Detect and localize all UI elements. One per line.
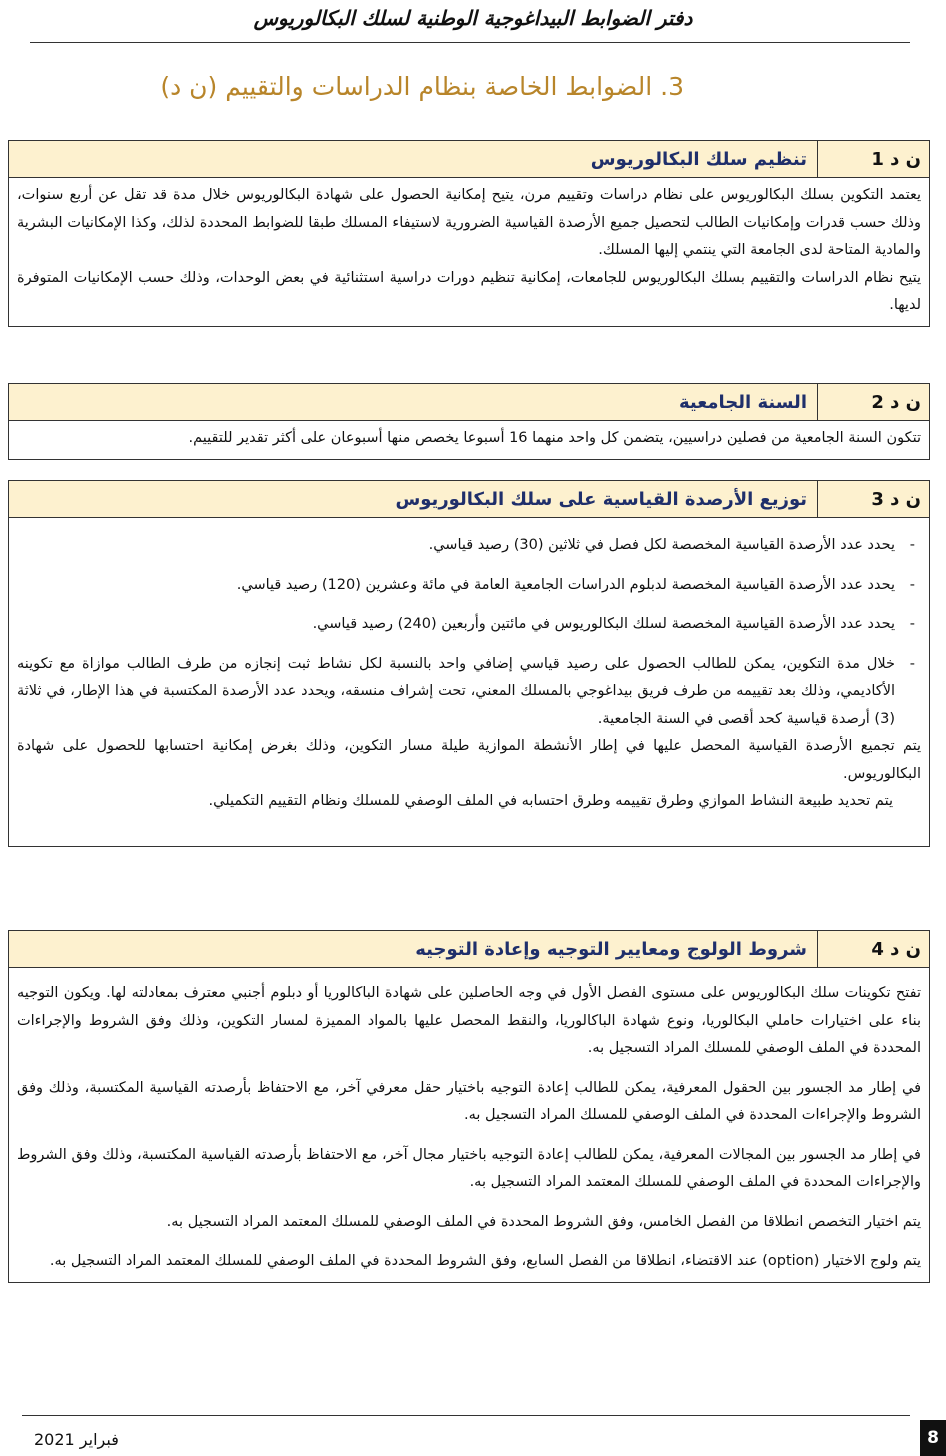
rule-title: السنة الجامعية [678,391,807,413]
rule-box-header [9,931,929,968]
list-item: - يحدد عدد الأرصدة القياسية المخصصة لسلك البكالوريوس في مائتين وأربعين (240) رصيد قياسي. [17,611,921,639]
header-divider [30,42,910,43]
rule-box-nd2 [8,383,930,460]
paragraph: يتيح نظام الدراسات والتقييم بسلك البكالوريوس للجامعات، إمكانية تنظيم دورات دراسية استثنائية في بعض الوحدات، وذلك حسب الإمكانيات المتوفرة لديها. [17,269,921,313]
list-item: - يحدد عدد الأرصدة القياسية المخصصة لكل فصل في ثلاثين (30) رصيد قياسي. [17,532,921,560]
rule-box-header [9,481,929,518]
paragraph: يعتمد التكوين بسلك البكالوريوس على نظام دراسات وتقييم مرن، يتيح إمكانية الحصول على شهادة البكالوريوس خلال مدة قد تقل عن أربع سنوات، وذلك حسب قدرات وإمكانيات الطالب لتحصيل جميع الأرصدة القياسية الضرورية لاستيفاء المسلك طبقا للضوابط المحددة لذلك، وكذا الإمكانيات البشرية والمادية المتاحة لدى الجامعة التي ينتمي إليها المسلك. [17,187,921,258]
list-item: - خلال مدة التكوين، يمكن للطالب الحصول على رصيد قياسي إضافي واحد بالنسبة لكل نشاط ثبت إنجازه من طرف الطالب موازاة مع تكوينه الأكاديمي، وذلك بعد تقييمه من طرف فريق بيداغوجي بالمسلك المعني، تحت إشراف منسقه، ويحدد عدد الأرصدة المكتسبة في هذا الإطار، في ثلاثة (3) أرصدة قياسية كحد أقصى في السنة الجامعية. [17,651,921,734]
rule-code: ن د 2 [817,384,929,420]
rule-body [9,178,929,326]
rule-body [9,421,929,459]
paragraph: تفتح تكوينات سلك البكالوريوس على مستوى الفصل الأول في وجه الحاصلين على شهادة الباكالوريا أو دبلوم أجنبي معترف بمعادلته لها. ويكون التوجيه بناء على اختيارات حاملي البكالوريا، ونوع شهادة الباكالوريا، والنقط المحصل عليها بالمواد المميزة لمسار التكوين، وذلك وفق الشروط والإجراءات المحددة في الملف الوصفي للمسلك المراد التسجيل به. [17,985,921,1056]
rule-box-header [9,384,929,421]
footer-date: فبراير 2021 [34,1430,119,1449]
paragraph: يتم ولوج الاختيار (option) عند الاقتضاء، انطلاقا من الفصل السابع، وفق الشروط المحددة في الملف الوصفي للمسلك المعتمد المراد التسجيل به. [49,1253,921,1269]
paragraph: يتم تحديد طبيعة النشاط الموازي وطرق تقييمه وطرق احتسابه في الملف الوصفي للمسلك ونظام التقييم التكميلي. [208,793,893,809]
rule-title: شروط الولوج ومعايير التوجيه وإعادة التوجيه [415,938,807,960]
paragraph: يتم تجميع الأرصدة القياسية المحصل عليها في إطار الأنشطة الموازية طيلة مسار التكوين، وذلك بغرض إمكانية احتسابها للحصول على شهادة البكالوريوس. [17,738,921,782]
bullet-list [17,532,921,733]
rule-box-nd3 [8,480,930,847]
paragraph: يتم اختيار التخصص انطلاقا من الفصل الخامس، وفق الشروط المحددة في الملف الوصفي للمسلك المعتمد المراد التسجيل به. [166,1213,921,1230]
footer-divider [22,1415,910,1416]
rule-code: ن د 3 [817,481,929,517]
paragraph: في إطار مد الجسور بين الحقول المعرفية، يمكن للطالب إعادة التوجيه باختيار حقل معرفي آخر، مع الاحتفاظ بأرصدته القياسية المكتسبة، وذلك وفق الشروط والإجراءات المحددة في الملف الوصفي للمسلك المراد التسجيل به. [17,1079,921,1123]
rule-code: ن د 4 [817,931,929,967]
rule-body [9,518,929,846]
rule-box-nd4 [8,930,930,1283]
rule-title: تنظيم سلك البكالوريوس [590,148,807,170]
rule-box-nd1 [8,140,930,327]
rule-code: ن د 1 [817,141,929,177]
section-heading: 3. الضوابط الخاصة بنظام الدراسات والتقييم (ن د) [160,72,684,101]
paragraph: تتكون السنة الجامعية من فصلين دراسيين، يتضمن كل واحد منهما 16 أسبوعا يخصص منها أسبوعان على أكثر تقدير للتقييم. [188,430,921,446]
rule-box-header [9,141,929,178]
list-item: - يحدد عدد الأرصدة القياسية المخصصة لدبلوم الدراسات الجامعية العامة في مائة وعشرين (120) رصيد قياسي. [17,572,921,600]
paragraph: في إطار مد الجسور بين المجالات المعرفية، يمكن للطالب إعادة التوجيه باختيار مجال آخر، مع الاحتفاظ بأرصدته القياسية المكتسبة، وذلك وفق الشروط والإجراءات المحددة في الملف الوصفي للمسلك المعتمد المراد التسجيل به. [17,1146,921,1190]
rule-body [9,968,929,1282]
page-number: 8 [920,1420,946,1456]
document-header-title: دفتر الضوابط البيداغوجية الوطنية لسلك البكالوريوس [253,6,693,30]
rule-title: توزيع الأرصدة القياسية على سلك البكالوريوس [395,488,807,510]
